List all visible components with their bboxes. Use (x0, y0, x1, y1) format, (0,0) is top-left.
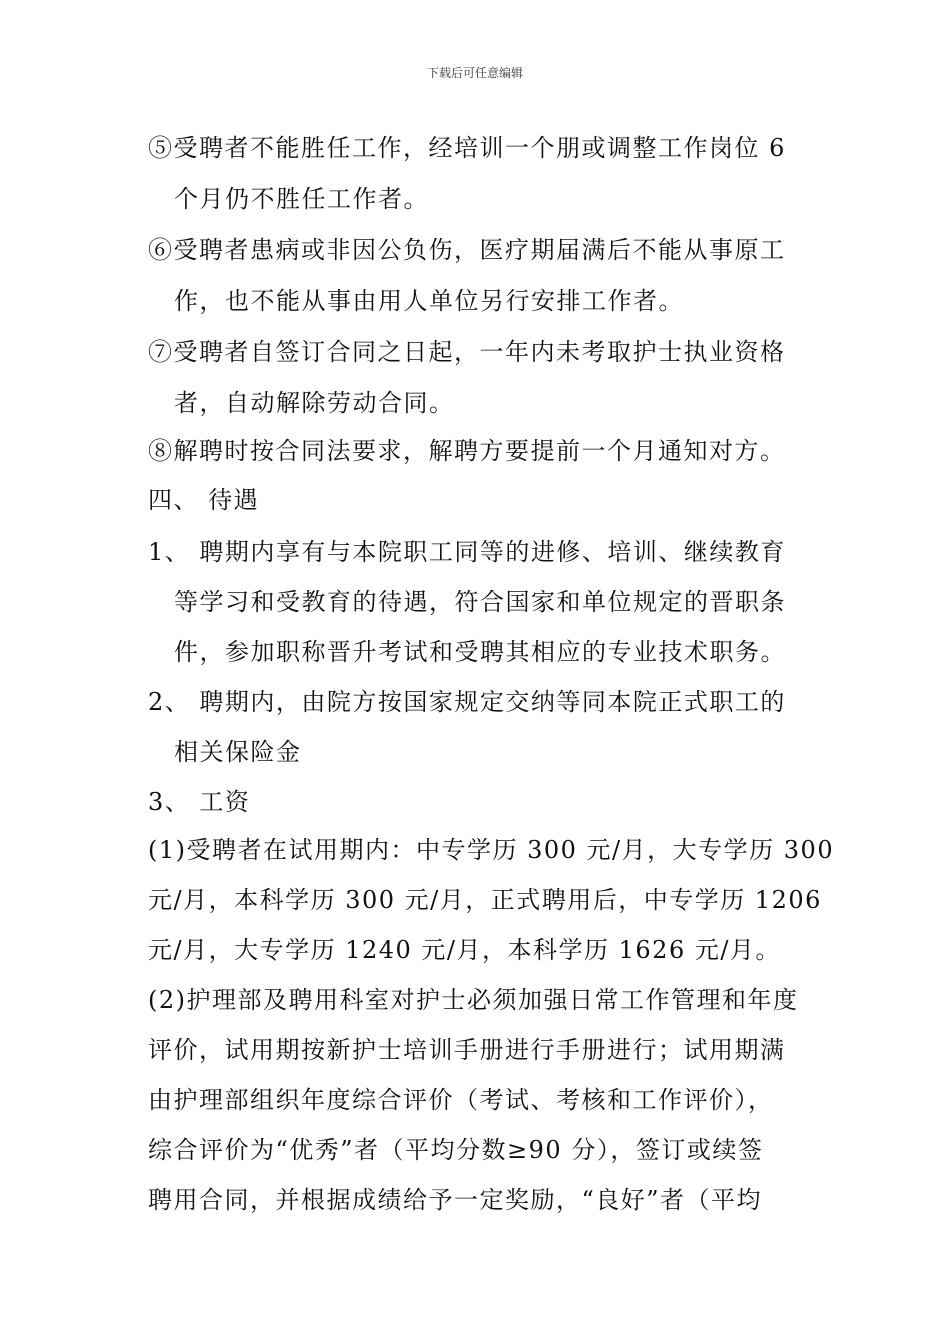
sub-1-line-2: 元/月，本科学历 300 元/月，正式聘用后，中专学历 1206 (148, 886, 822, 914)
item-2-line-1: 2、 聘期内，由院方按国家规定交纳等同本院正式职工的 (148, 688, 786, 716)
item-3-heading: 3、 工资 (148, 788, 251, 816)
item-2-line-2: 相关保险金 (174, 738, 302, 766)
clause-5-line-2: 个月仍不胜任工作者。 (174, 185, 429, 213)
sub-1-line-1: (1)受聘者在试用期内：中专学历 300 元/月，大专学历 300 (148, 836, 835, 864)
section-4-heading: 四、 待遇 (148, 486, 260, 514)
sub-2-line-2: 评价，试用期按新护士培训手册进行手册进行；试用期满 (148, 1036, 786, 1064)
item-1-line-1: 1、 聘期内享有与本院职工同等的进修、培训、继续教育 (148, 538, 786, 566)
sub-2-line-1: (2)护理部及聘用科室对护士必须加强日常工作管理和年度 (148, 986, 799, 1014)
sub-2-line-5: 聘用合同，并根据成绩给予一定奖励，“良好”者（平均 (148, 1186, 763, 1214)
page-header-note: 下载后可任意编辑 (426, 66, 523, 80)
clause-5-line-1: ⑤受聘者不能胜任工作，经培训一个朋或调整工作岗位 6 (148, 134, 786, 162)
clause-6-line-2: 作，也不能从事由用人单位另行安排工作者。 (174, 287, 684, 315)
sub-2-line-3: 由护理部组织年度综合评价（考试、考核和工作评价）， (148, 1086, 774, 1114)
item-1-line-3: 件，参加职称晋升考试和受聘其相应的专业技术职务。 (174, 638, 786, 666)
sub-1-line-3: 元/月，大专学历 1240 元/月，本科学历 1626 元/月。 (148, 936, 781, 964)
sub-2-line-4: 综合评价为“优秀”者（平均分数≥90 分），签订或续签 (148, 1136, 764, 1164)
clause-8-line-1: ⑧解聘时按合同法要求，解聘方要提前一个月通知对方。 (148, 437, 786, 465)
item-1-line-2: 等学习和受教育的待遇，符合国家和单位规定的晋职条 (174, 588, 786, 616)
clause-7-line-1: ⑦受聘者自签订合同之日起，一年内未考取护士执业资格 (148, 338, 786, 366)
clause-6-line-1: ⑥受聘者患病或非因公负伤，医疗期届满后不能从事原工 (148, 236, 786, 264)
clause-7-line-2: 者，自动解除劳动合同。 (174, 389, 455, 417)
